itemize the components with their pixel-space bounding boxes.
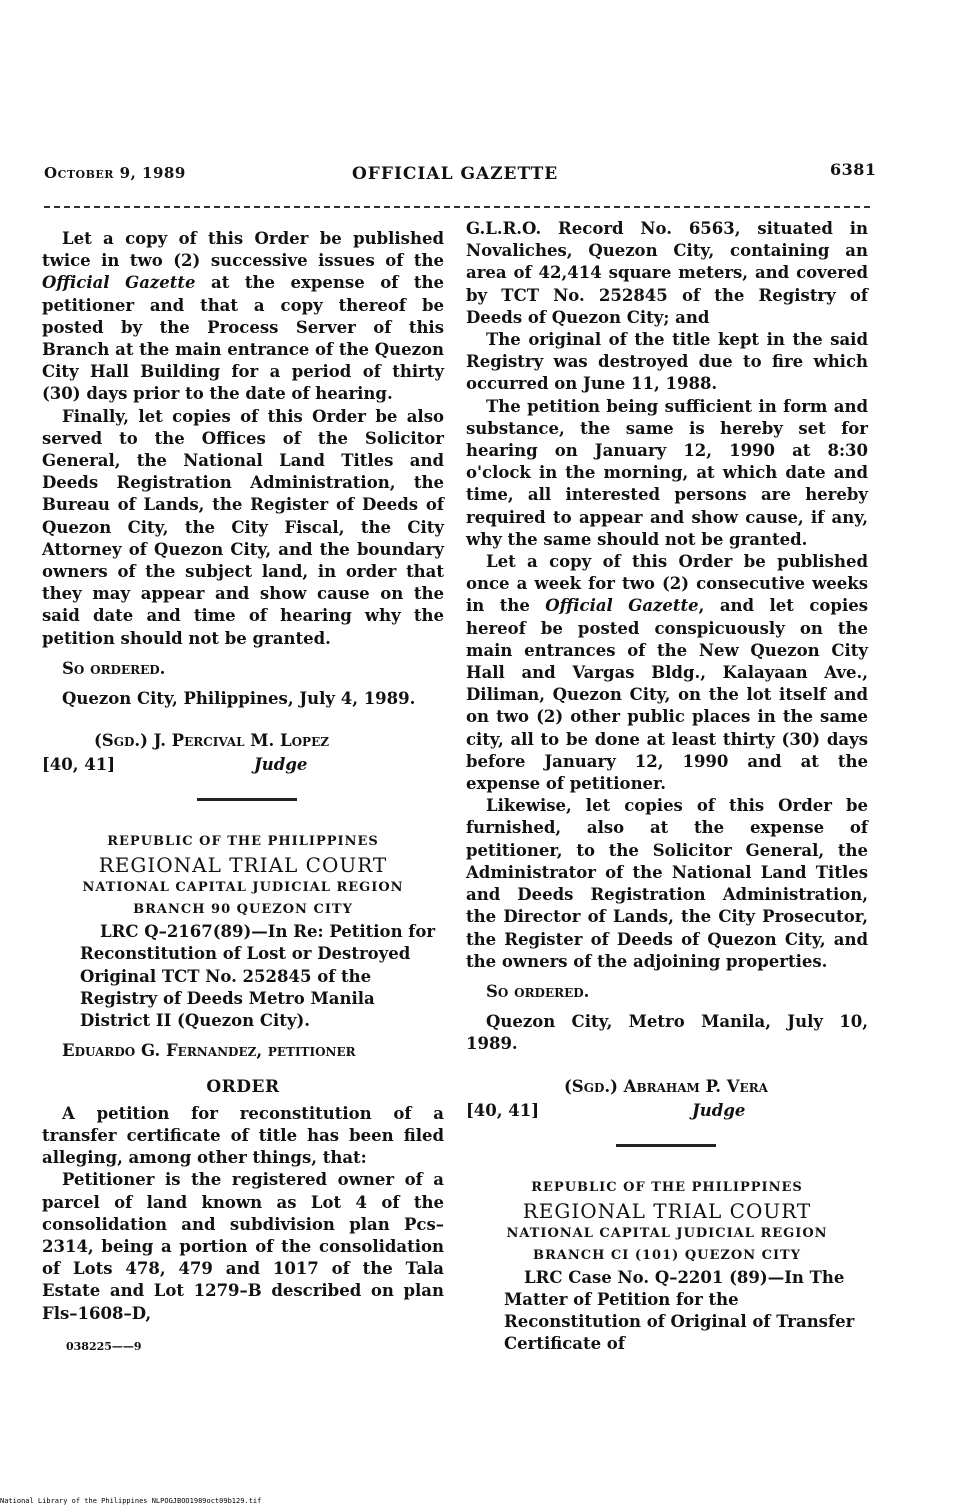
so-ordered: So ordered. <box>486 981 590 1001</box>
place-date: Quezon City, Philippines, July 4, 1989. <box>62 689 416 709</box>
reference-number: [40, 41] <box>42 755 116 775</box>
judge-title: Judge <box>254 755 308 775</box>
paragraph: Finally, let copies of this Order be also served to the Offices of the Solicitor General, the National Land Titles and Deeds Registration Administration, the Bureau of Lands, the Register of Deeds of Quezon City, the City Fiscal, the City Attorney of Quezon City, and the boundary owners of the subject land, in order that they may appear and show cause on the said date and time of hearing why the petition should not be granted. <box>42 406 444 648</box>
signature-name: (Sgd.) Abraham P. Vera <box>564 1076 768 1096</box>
petitioner: Eduardo G. Fernandez, petitioner <box>62 1041 356 1061</box>
court-heading: REPUBLIC OF THE PHILIPPINES REGIONAL TRIAL COURT NATIONAL CAPITAL JUDICIAL REGION BRANCH 90 QUEZON CITY <box>82 834 404 918</box>
judge-title: Judge <box>692 1100 746 1120</box>
paragraph: The petition being sufficient in form and substance, the same is hereby set for hearing on January 12, 1990 at 8:30 o'clock in the morning, at which date and time, all interested persons are hereby required to appear and show cause, if any, why the same should not be granted. <box>466 396 868 549</box>
signature-block <box>42 730 444 780</box>
right-column <box>466 218 868 1355</box>
scan-footer: National Library of the Philippines NLPOGJBOO1989oct09b129.tif <box>0 1497 262 1505</box>
signature-block <box>466 1076 868 1126</box>
issue-date: October 9, 1989 <box>44 164 186 182</box>
place-date: Quezon City, Metro Manila, July 10, 1989. <box>466 1012 868 1054</box>
paragraph: Petitioner is the registered owner of a parcel of land known as Lot 4 of the consolidation and subdivision plan Pcs–2314, being a portion of the consolidation of Lots 478, 479 and 1017 of the Tala Estate and Lot 1279–B described on plan Fls–1608–D, <box>42 1170 444 1323</box>
paragraph: A petition for reconstitution of a transfer certificate of title has been filed alleging, among other things, that: <box>42 1103 444 1168</box>
case-title: LRC Case No. Q–2201 (89)—In The Matter of Petition for the Reconstitution of Original of Transfer Certificate of <box>504 1267 855 1354</box>
signature-name: (Sgd.) J. Percival M. Lopez <box>94 731 329 751</box>
section-divider <box>616 1144 716 1147</box>
paragraph: Let a copy of this Order be published twice in two (2) successive issues of the Official Gazette at the expense of the petitioner and that a copy thereof be posted by the Process Server of this Branch at the main entrance of the Quezon City Hall Building for a period of thirty (30) days prior to the date of hearing. <box>42 229 444 404</box>
section-divider <box>197 798 297 801</box>
reference-number: [40, 41] <box>466 1100 540 1120</box>
order-heading: ORDER <box>206 1077 280 1098</box>
paragraph: Likewise, let copies of this Order be furnished, also at the expense of petitioner, to the Solicitor General, the Administrator of the National Land Titles and Deeds Registration Administration, the Director of Lands, the City Prosecutor, the Register of Deeds of Quezon City, and the owners of the adjoining properties. <box>466 796 868 971</box>
case-title: LRC Q–2167(89)—In Re: Petition for Reconstitution of Lost or Destroyed Original TCT No. 252845 of the Registry of Deeds Metro Manila District II (Quezon City). <box>80 922 436 1031</box>
court-heading: REPUBLIC OF THE PHILIPPINES REGIONAL TRIAL COURT NATIONAL CAPITAL JUDICIAL REGION BRANCH CI (101) QUEZON CITY <box>506 1179 828 1263</box>
paragraph: The original of the title kept in the said Registry was destroyed due to fire which occurred on June 11, 1988. <box>466 330 868 394</box>
header-divider <box>44 206 870 208</box>
footer-code: 038225——9 <box>66 1340 142 1353</box>
left-column <box>42 228 444 1325</box>
publication-title: OFFICIAL GAZETTE <box>352 164 559 184</box>
so-ordered: So ordered. <box>62 658 166 678</box>
page-number: 6381 <box>830 160 877 179</box>
paragraph: Let a copy of this Order be published once a week for two (2) consecutive weeks in the Official Gazette, and let copies hereof be posted conspicuously on the main entrances of the New Quezon City Hall and Vargas Bldg., Kalayaan Ave., Diliman, Quezon City, on the lot itself and on two (2) other public places in the same city, all to be done at least thirty (30) days before January 12, 1990 and at the expense of petitioner. <box>466 552 868 794</box>
paragraph: G.L.R.O. Record No. 6563, situated in Novaliches, Quezon City, containing an area of 42,414 square meters, and covered by TCT No. 252845 of the Registry of Deeds of Quezon City; and <box>466 219 868 327</box>
